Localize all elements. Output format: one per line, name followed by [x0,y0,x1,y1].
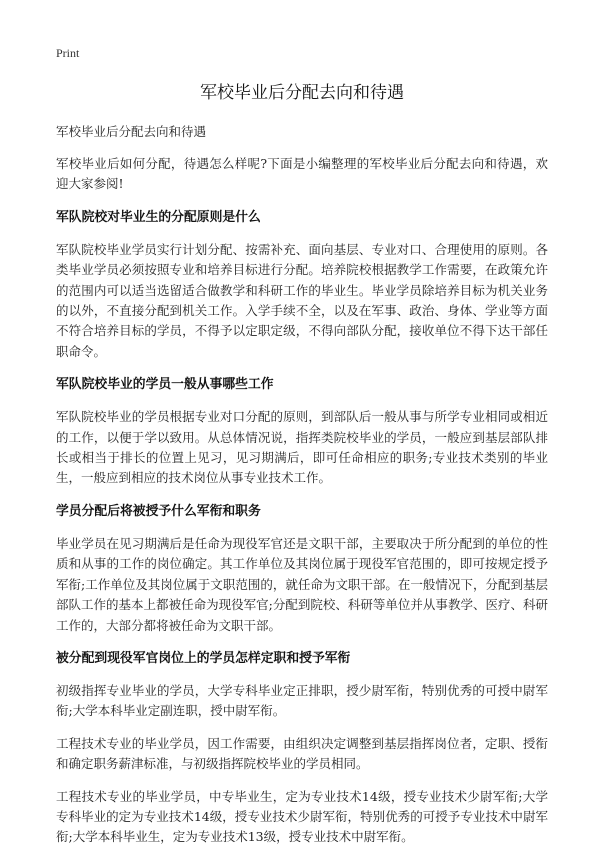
section-paragraph: 毕业学员在见习期满后是任命为现役军官还是文职干部，主要取决于所分配到的单位的性质和从事的工作的岗位确定。其工作单位及其岗位属于现役军官范围的，即可按规定授予军衔;工作单位及其岗位属于文职范围的，就任命为文职干部。在一般情况下，分配到基层部队工作的基本上都被任命为现役军官;分配到院校、科研等单位并从事教学、医疗、科研工作的，大部分都将被任命为文职干部。 [56,535,548,633]
print-link[interactable]: Print [56,46,80,60]
section-paragraph: 初级指挥专业毕业的学员，大学专科毕业定正排职，授少尉军衔，特别优秀的可授中尉军衔;大学本科毕业定副连职，授中尉军衔。 [56,682,548,719]
document-subtitle: 军校毕业后分配去向和待遇 [56,124,207,139]
section-paragraph: 工程技术专业的毕业学员，因工作需要，由组织决定调整到基层指挥岗位者，定职、授衔和确定职务薪津标准，与初级指挥院校毕业的学员相同。 [56,735,548,772]
page-title: 军校毕业后分配去向和待遇 [200,83,404,103]
section-paragraph: 工程技术专业的毕业学员，中专毕业生，定为专业技术14级，授专业技术少尉军衔;大学专科毕业的定为专业技术14级，授专业技术少尉军衔，特别优秀的可授予专业技术中尉军衔;大学本科毕业生，定为专业技术13级，授专业技术中尉军衔。 [56,788,548,845]
section-heading-allocation-principle: 军队院校对毕业生的分配原则是什么 [56,209,261,225]
section-heading-rank-and-post: 学员分配后将被授予什么军衔和职务 [56,503,261,519]
section-paragraph: 军队院校毕业学员实行计划分配、按需补充、面向基层、专业对口、合理使用的原则。各类毕业学员必须按照专业和培养目标进行分配。培养院校根据教学工作需要，在政策允许的范围内可以适当选留适合做教学和科研工作的毕业生。毕业学员除培养目标为机关业务的以外，不直接分配到机关工作。入学手续不全，以及在军事、政治、身体、学业等方面不符合培养目标的学员，不得予以定职定级，不得向部队分配，接收单位不得下达干部任职命令。 [56,241,548,359]
section-heading-work-types: 军队院校毕业的学员一般从事哪些工作 [56,377,274,393]
section-heading-officer-ranking: 被分配到现役军官岗位上的学员怎样定职和授予军衔 [56,650,351,666]
intro-paragraph: 军校毕业后如何分配，待遇怎么样呢?下面是小编整理的军校毕业后分配去向和待遇，欢迎大家参阅! [56,156,548,192]
section-paragraph: 军队院校毕业的学员根据专业对口分配的原则，到部队后一般从事与所学专业相同或相近的工作，以便于学以致用。从总体情况说，指挥类院校毕业的学员，一般应到基层部队排长或相当于排长的位置上见习，见习期满后，即可任命相应的职务;专业技术类别的毕业生，一般应到相应的技术岗位从事专业技术工作。 [56,409,548,486]
